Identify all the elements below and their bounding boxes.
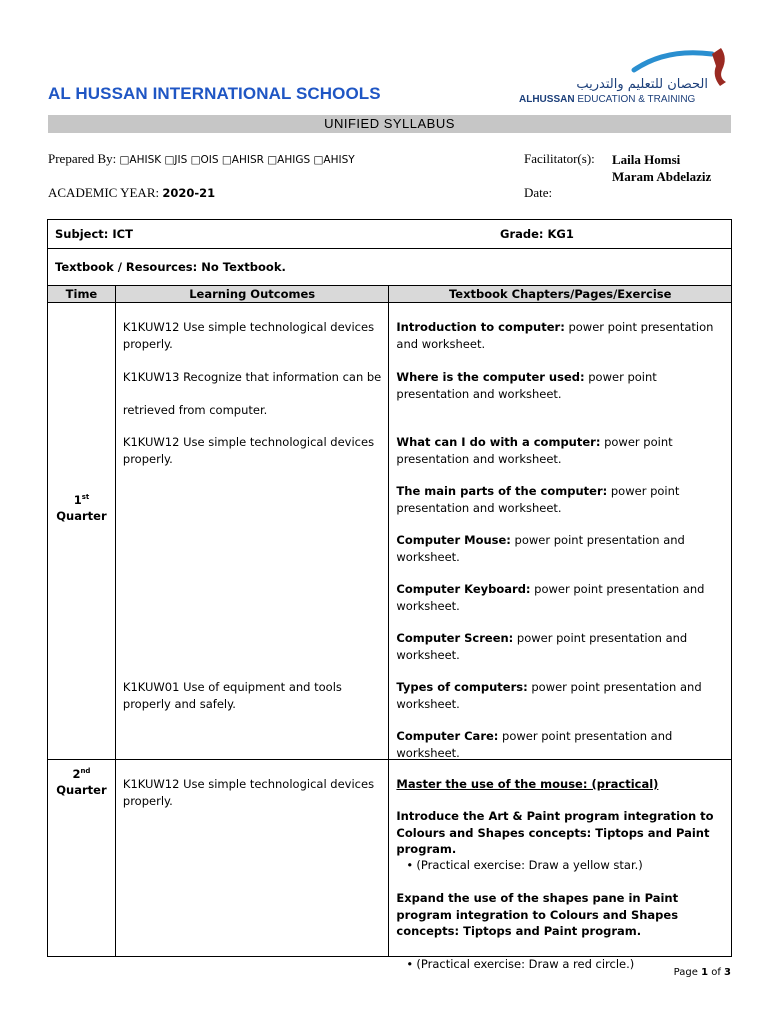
prepared-by-schools: □AHISK □JIS □OIS □AHISR □AHIGS □AHISY	[119, 154, 355, 166]
prepared-by	[48, 151, 355, 167]
school-name: AL HUSSAN INTERNATIONAL SCHOOLS	[48, 84, 381, 103]
syllabus-table	[47, 219, 732, 971]
q1-outcome-1: K1KUW12 Use simple technological devices properly.	[122, 320, 375, 351]
column-header-chapters: Textbook Chapters/Pages/Exercise	[389, 286, 732, 303]
subject-label: Subject: ICT	[55, 227, 133, 241]
logo-english-bold: ALHUSSAN	[519, 94, 575, 105]
column-header-time: Time	[48, 286, 116, 303]
q2-chapters-cell	[389, 760, 732, 971]
q1-outcomes-cell	[115, 303, 389, 760]
q2-outcome-1: K1KUW12 Use simple technological devices properly.	[122, 777, 375, 808]
q1-chapter-2: Where is the computer used: power point presentation and worksheet.	[396, 370, 657, 401]
q1-chapter-4: The main parts of the computer: power point presentation and worksheet.	[396, 484, 680, 515]
q1-outcome-4: K1KUW01 Use of equipment and tools properly and safely.	[122, 680, 342, 711]
table-row-q2	[48, 760, 732, 957]
q2-suffix: nd	[80, 767, 91, 775]
date-label: Date:	[524, 185, 553, 200]
facilitator-2: Maram Abdelaziz	[612, 169, 712, 184]
subject-grade-row	[48, 220, 732, 249]
q2-chapter-1: Master the use of the mouse: (practical)	[396, 777, 659, 791]
academic-year-label: ACADEMIC YEAR:	[48, 185, 163, 200]
q1-chapter-8: Types of computers: power point presentation and worksheet.	[396, 680, 702, 711]
title-band	[48, 115, 731, 133]
q1-outcome-3: K1KUW12 Use simple technological devices properly.	[122, 435, 375, 466]
column-header-outcomes: Learning Outcomes	[115, 286, 389, 303]
q2-chapter-2-exercise: • (Practical exercise: Draw a yellow star.)	[396, 857, 724, 874]
q2-chapter-3-exercise: • (Practical exercise: Draw a red circle.)	[396, 956, 724, 973]
school-logo	[516, 40, 736, 110]
grade-label: Grade: KG1	[500, 227, 574, 241]
facilitator-1: Laila Homsi	[612, 152, 681, 167]
q1-chapter-7: Computer Screen: power point presentation and worksheet.	[396, 631, 688, 662]
table-row-q1	[48, 303, 732, 760]
page-current: 1	[701, 967, 709, 978]
q1-chapter-5: Computer Mouse: power point presentation and worksheet.	[396, 533, 685, 564]
q1-chapter-3: What can I do with a computer: power point presentation and worksheet.	[396, 435, 673, 466]
page-total: 3	[724, 967, 731, 978]
q1-chapter-1: Introduction to computer: power point presentation and worksheet.	[396, 320, 714, 351]
prepared-by-label: Prepared By:	[48, 151, 120, 166]
q2-chapter-3: Expand the use of the shapes pane in Paint program integration to Colours and Shapes concepts: Tiptops and Paint program.	[396, 891, 679, 938]
page-number: Page 1 of 3	[673, 967, 731, 978]
facilitator-label: Facilitator(s):	[524, 151, 595, 166]
document-title: UNIFIED SYLLABUS	[324, 116, 455, 131]
q1-quarter-word: Quarter	[56, 508, 107, 523]
q2-number: 2	[72, 766, 81, 781]
q2-outcomes-cell	[115, 760, 389, 957]
logo-arabic-text: الحصان للتعليم والتدريب	[576, 77, 708, 92]
resources-row: Textbook / Resources: No Textbook.	[48, 249, 732, 286]
q1-chapters-cell	[389, 303, 732, 760]
logo-english-text	[519, 94, 695, 105]
q2-quarter-word: Quarter	[56, 782, 107, 797]
q2-time-cell	[48, 760, 116, 957]
logo-english-rest: EDUCATION & TRAINING	[574, 94, 696, 105]
q1-outcome-2-cont: retrieved from computer.	[122, 403, 268, 417]
q2-chapter-2: Introduce the Art & Paint program integration to Colours and Shapes concepts: Tiptops and Paint program.	[396, 809, 714, 856]
q1-outcome-2: K1KUW13 Recognize that information can be	[122, 370, 382, 384]
academic-year-value: 2020-21	[162, 186, 216, 200]
q1-suffix: st	[81, 493, 90, 501]
q1-number: 1	[73, 492, 82, 507]
facilitator-names	[612, 151, 711, 185]
q1-time-cell	[48, 303, 116, 760]
q1-chapter-6: Computer Keyboard: power point presentation and worksheet.	[396, 582, 705, 613]
academic-year	[48, 185, 215, 201]
q1-chapter-9: Computer Care: power point presentation and worksheet.	[396, 729, 673, 760]
